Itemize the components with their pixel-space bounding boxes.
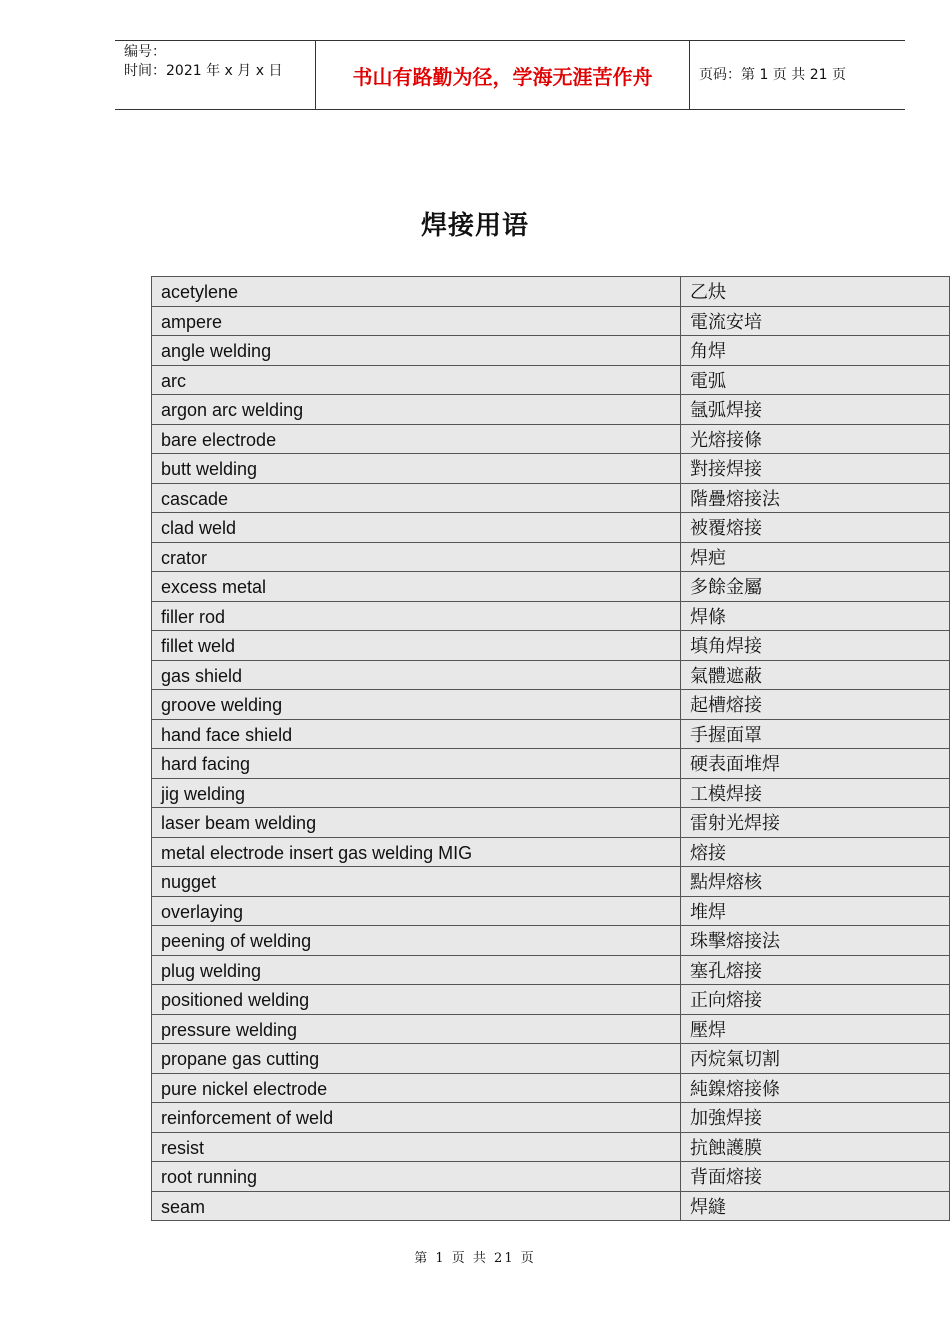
term-english: metal electrode insert gas welding MIG [152,838,681,867]
term-chinese: 手握面罩 [681,720,950,749]
table-row [152,956,950,986]
table-row [152,336,950,366]
term-english: filler rod [152,602,681,631]
table-row [152,926,950,956]
term-english: root running [152,1162,681,1191]
table-row [152,395,950,425]
term-chinese: 起槽熔接 [681,690,950,719]
table-row [152,867,950,897]
table-row [152,1015,950,1045]
table-row [152,454,950,484]
table-row [152,808,950,838]
page-title: 焊接用语 [420,211,529,241]
term-english: excess metal [152,572,681,601]
term-english: plug welding [152,956,681,985]
header-page-cell [690,41,905,109]
term-chinese: 光熔接條 [681,425,950,454]
time-label: 时间：2021 年 x 月 x 日 [124,63,283,79]
table-row [152,366,950,396]
term-english: gas shield [152,661,681,690]
term-english: overlaying [152,897,681,926]
table-row [152,425,950,455]
term-english: cascade [152,484,681,513]
table-row [152,779,950,809]
table-row [152,277,950,307]
term-english: angle welding [152,336,681,365]
term-chinese: 硬表面堆焊 [681,749,950,778]
term-english: peening of welding [152,926,681,955]
term-chinese: 熔接 [681,838,950,867]
term-english: groove welding [152,690,681,719]
term-chinese: 電弧 [681,366,950,395]
term-english: jig welding [152,779,681,808]
table-row [152,661,950,691]
table-row [152,1133,950,1163]
page-footer: 第 1 页 共 21 页 [414,1251,536,1266]
term-chinese: 純鎳熔接條 [681,1074,950,1103]
term-chinese: 被覆熔接 [681,513,950,542]
term-chinese: 乙炔 [681,277,950,306]
term-chinese: 背面熔接 [681,1162,950,1191]
term-chinese: 焊條 [681,602,950,631]
term-english: butt welding [152,454,681,483]
table-row [152,1044,950,1074]
term-chinese: 點焊熔核 [681,867,950,896]
table-row [152,513,950,543]
term-chinese: 電流安培 [681,307,950,336]
term-chinese: 焊縫 [681,1192,950,1221]
page-info: 页码：第 1 页 共 21 页 [699,67,846,83]
table-row [152,690,950,720]
motto-text: 书山有路勤为径，学海无涯苦作舟 [352,65,653,89]
term-chinese: 氣體遮蔽 [681,661,950,690]
term-chinese: 堆焊 [681,897,950,926]
table-row [152,1103,950,1133]
term-chinese: 珠擊熔接法 [681,926,950,955]
table-row [152,307,950,337]
term-english: crator [152,543,681,572]
term-english: laser beam welding [152,808,681,837]
term-english: pure nickel electrode [152,1074,681,1103]
term-english: ampere [152,307,681,336]
term-chinese: 階疊熔接法 [681,484,950,513]
table-row [152,572,950,602]
term-english: seam [152,1192,681,1221]
term-chinese: 對接焊接 [681,454,950,483]
term-english: propane gas cutting [152,1044,681,1073]
table-row [152,985,950,1015]
table-row [152,484,950,514]
term-chinese: 工模焊接 [681,779,950,808]
term-english: reinforcement of weld [152,1103,681,1132]
term-english: nugget [152,867,681,896]
term-english: fillet weld [152,631,681,660]
term-english: argon arc welding [152,395,681,424]
header-motto-cell [316,41,690,109]
term-chinese: 氬弧焊接 [681,395,950,424]
term-chinese: 加強焊接 [681,1103,950,1132]
term-chinese: 焊疤 [681,543,950,572]
term-chinese: 壓焊 [681,1015,950,1044]
table-row [152,749,950,779]
table-row [152,1162,950,1192]
table-row [152,631,950,661]
term-chinese: 雷射光焊接 [681,808,950,837]
term-chinese: 抗蝕護膜 [681,1133,950,1162]
term-chinese: 塞孔熔接 [681,956,950,985]
term-chinese: 丙烷氣切割 [681,1044,950,1073]
table-row [152,602,950,632]
table-row [152,1192,950,1222]
term-english: acetylene [152,277,681,306]
term-english: positioned welding [152,985,681,1014]
term-chinese: 角焊 [681,336,950,365]
table-row [152,1074,950,1104]
page-header [115,40,905,110]
term-english: clad weld [152,513,681,542]
header-meta-cell [115,41,316,109]
table-row [152,543,950,573]
term-chinese: 正向熔接 [681,985,950,1014]
table-row [152,897,950,927]
table-row [152,838,950,868]
term-chinese: 多餘金屬 [681,572,950,601]
term-chinese: 填角焊接 [681,631,950,660]
term-english: bare electrode [152,425,681,454]
glossary-table [151,276,950,1221]
term-english: arc [152,366,681,395]
term-english: resist [152,1133,681,1162]
table-row [152,720,950,750]
number-label: 编号： [124,44,166,60]
term-english: hand face shield [152,720,681,749]
term-english: hard facing [152,749,681,778]
term-english: pressure welding [152,1015,681,1044]
